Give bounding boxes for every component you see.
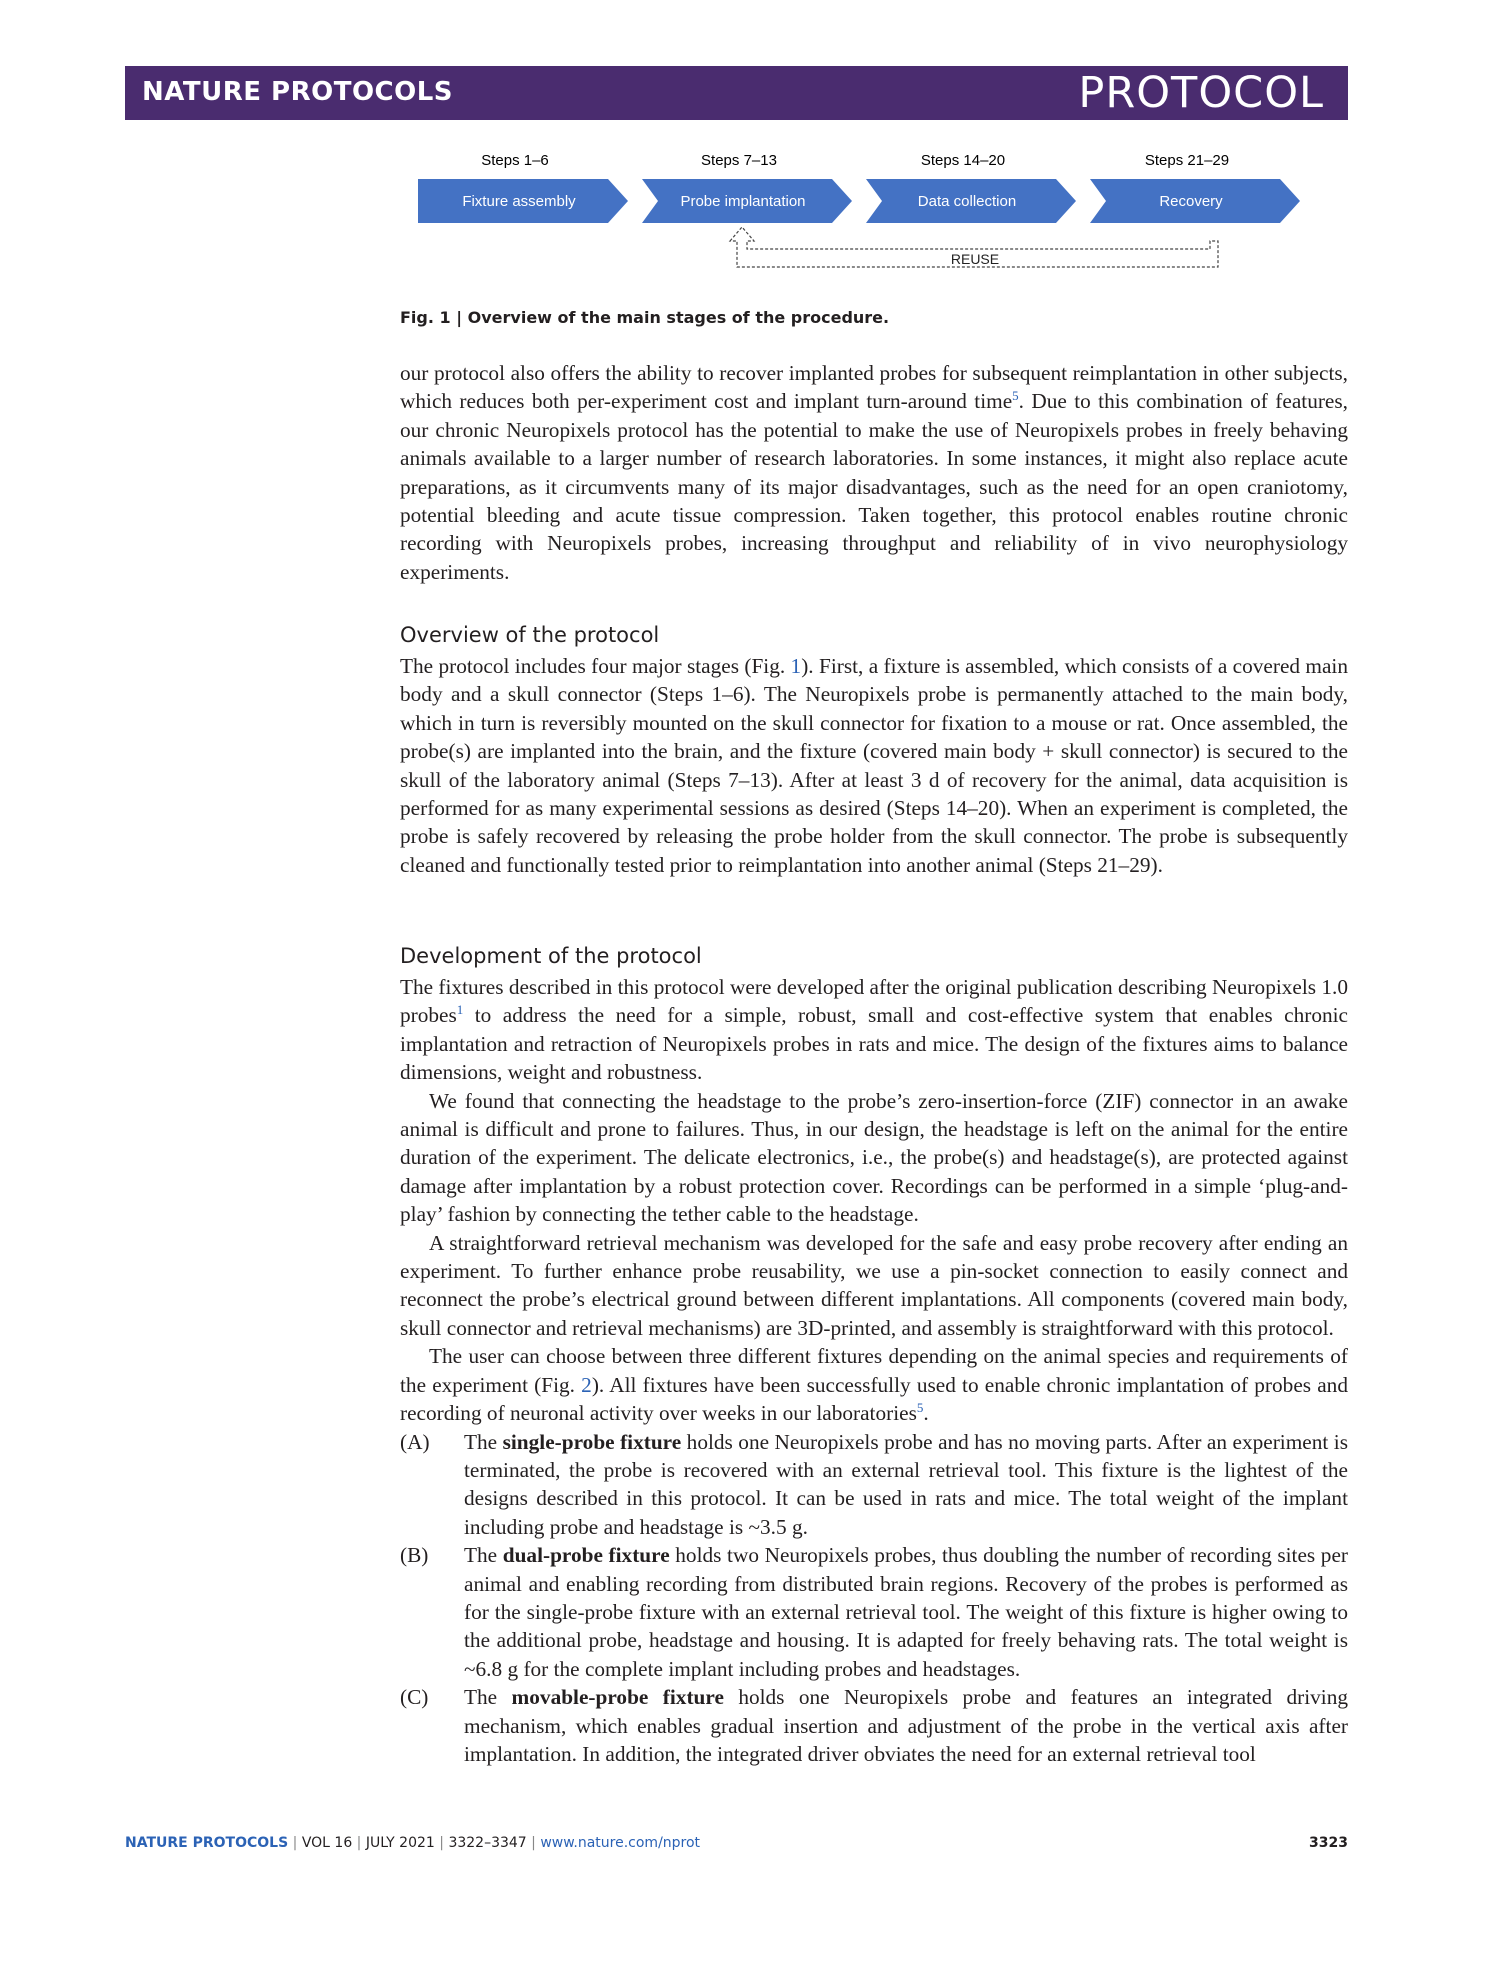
- stage-label: Fixture assembly: [462, 193, 576, 210]
- footer-pages: 3322–3347: [448, 1835, 527, 1851]
- stage-steps: Steps 21–29: [1144, 152, 1230, 169]
- page-footer: NATURE PROTOCOLS | VOL 16 | JULY 2021 | 3322–3347 | www.nature.com/nprot 3323: [125, 1835, 1348, 1851]
- reference-link[interactable]: 5: [1012, 388, 1019, 404]
- stages-diagram: [410, 143, 1340, 298]
- list-item-c: (C) The movable-probe fixture holds one Neuropixels probe and features an integrated driving mechanism, which enables gradual insertion and adjustment of the probe in the vertical axis after implantation. In addition, the integrated driver obviates the need for an external retrieval tool: [400, 1685, 1348, 1766]
- stage-steps: Steps 7–13: [701, 152, 777, 169]
- stage-label: Recovery: [1159, 193, 1223, 210]
- footer-date: JULY 2021: [365, 1835, 435, 1851]
- footer-volume: VOL 16: [301, 1835, 353, 1851]
- figure-1: [410, 143, 1340, 298]
- journal-name: NATURE PROTOCOLS: [142, 77, 454, 107]
- reuse-label: REUSE: [950, 251, 1000, 267]
- development-body: [400, 973, 1348, 1768]
- reference-link[interactable]: 1: [456, 1002, 464, 1018]
- overview-paragraph: The protocol includes four major stages (Fig. 1). First, a fixture is assembled, which consists of a covered main body and a skull connector (Steps 1–6). The Neuropixels probe is permanently attached to the main body, which in turn is reversibly mounted on the skull connector for fixation to a mouse or rat. Once assembled, the probe(s) are implanted into the brain, and the fixture (covered main body + skull connector) is secured to the skull of the laboratory animal (Steps 7–13). After at least 3 d of recovery for the animal, data acquisition is performed for as many experimental sessions as desired (Steps 14–20). When an experiment is completed, the probe is safely recovered by releasing the probe holder from the skull connector. The probe is subsequently cleaned and functionally tested prior to reimplantation into another animal (Steps 21–29).: [400, 654, 1348, 877]
- header-bar: [125, 66, 1348, 120]
- article-type-label: PROTOCOL: [1078, 68, 1324, 118]
- list-item-b: (B) The dual-probe fixture holds two Neuropixels probes, thus doubling the number of recording sites per animal and enabling recording from distributed brain regions. Recovery of the probes is performed as for the single-probe fixture with an external retrieval tool. The weight of this fixture is higher owing to the additional probe, headstage and housing. It is adapted for freely behaving rats. The total weight is ~6.8 g for the complete implant including probes and headstages.: [400, 1543, 1348, 1681]
- list-item-a: (A) The single-probe fixture holds one Neuropixels probe and has no moving parts. After an experiment is terminated, the probe is recovered with an external retrieval tool. This fixture is the lightest of the designs described in this protocol. It can be used in rats and mice. The total weight of the implant including probe and headstage is ~3.5 g.: [400, 1429, 1348, 1539]
- development-paragraph-3: A straightforward retrieval mechanism was developed for the safe and easy probe recovery after ending an experiment. To further enhance probe reusability, we use a pin-socket connection to easily connect and reconnect the probe’s electrical ground between different implantations. All components (covered main body, skull connector and retrieval mechanisms) are 3D-printed, and assembly is straightforward with this protocol.: [400, 1230, 1348, 1340]
- development-paragraph-4: The user can choose between three different fixtures depending on the animal species and requirements of the experiment (Fig. 2). All fixtures have been successfully used to enable chronic implantation of probes and recording of neuronal activity over weeks in our laboratories$^5$.: [400, 1344, 1348, 1426]
- footer-url[interactable]: www.nature.com/nprot: [540, 1835, 701, 1851]
- stage-label: Data collection: [917, 193, 1017, 210]
- figure-link[interactable]: 2: [581, 1372, 592, 1397]
- reference-link[interactable]: 5: [916, 1400, 924, 1415]
- page-number: 3323: [1309, 1835, 1348, 1851]
- section-heading-development: Development of the protocol: [400, 944, 702, 968]
- stage-label: Probe implantation: [680, 193, 806, 210]
- development-paragraph-2: We found that connecting the headstage to the probe’s zero-insertion-force (ZIF) connector in an awake animal is difficult and prone to failures. Thus, in our design, the headstage is left on the animal for the entire duration of the experiment. The delicate electronics, i.e., the probe(s) and headstage(s), are protected against damage after implantation by a robust protection cover. Recordings can be performed in a simple ‘plug-and-play’ fashion by connecting the tether cable to the headstage.: [400, 1088, 1348, 1227]
- development-paragraph-1: The fixtures described in this protocol were developed after the original publication describing Neuropixels 1.0 probes$^1$ to address the need for a simple, robust, small and cost-effective system that enables chronic implantation and retraction of Neuropixels probes in rats and mice. The design of the fixtures aims to balance dimensions, weight and robustness.: [400, 975, 1349, 1085]
- footer-journal: NATURE PROTOCOLS: [125, 1835, 289, 1851]
- stage-steps: Steps 14–20: [920, 152, 1006, 169]
- stage-steps: Steps 1–6: [481, 152, 549, 169]
- intro-paragraph: our protocol also offers the ability to recover implanted probes for subsequent reimplantation in other subjects, which reduces both per-experiment cost and implant turn-around time$^5$. Due to this combination of features, our chronic Neuropixels protocol has the potential to make the use of Neuropixels probes in freely behaving animals available to a larger number of research laboratories. In some instances, it might also replace acute preparations, as it circumvents many of its major disadvantages, such as the need for an open craniotomy, potential bleeding and acute tissue compression. Taken together, this protocol enables routine chronic recording with Neuropixels probes, increasing throughput and reliability of in vivo neurophysiology experiments.: [400, 361, 1349, 584]
- figure-caption: Fig. 1 | Overview of the main stages of the procedure.: [400, 308, 890, 327]
- section-heading-overview: Overview of the protocol: [400, 623, 660, 647]
- figure-link[interactable]: 1: [790, 654, 802, 678]
